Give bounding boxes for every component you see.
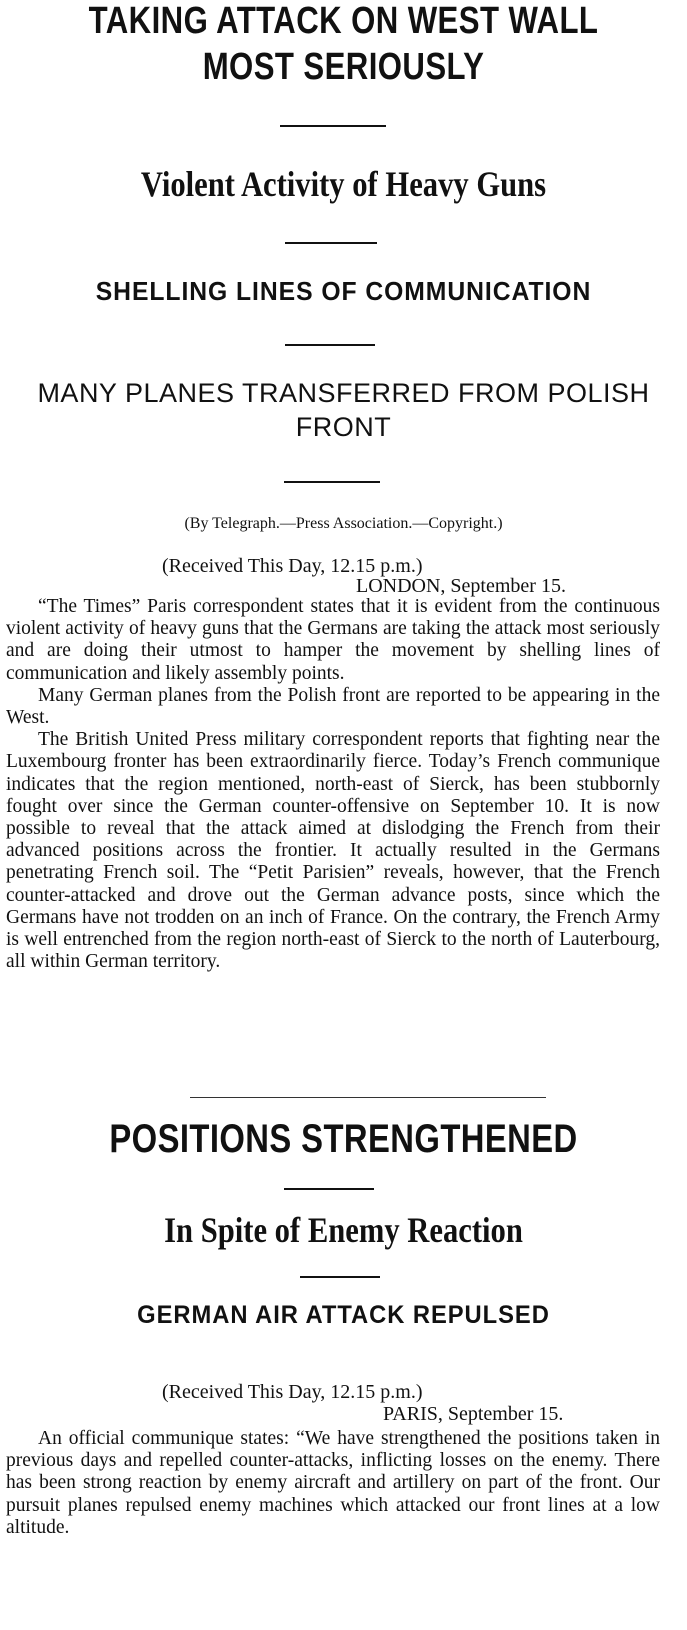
subheadline-2: In Spite of Enemy Reaction — [164, 1210, 523, 1250]
paragraph: The British United Press military correspondent reports that fighting near the Luxembourg fronter has been extraordinarily fierce. Today’s French communique indicates that the region mentioned, north-east of Sierck, has been stubbornly fought over since the German counter-offensive on September 10. It is now possible to reveal that the attack aimed at dislodging the French from their advanced positions across the frontier. It actually resulted in the Germans penetrating French soil. The “Petit Parisien” reveals, however, that the French counter-attacked and drove out the German advance posts, since which the Germans have not trodden on an inch of France. On the contrary, the French Army is well entrenched from the region north-east of Sierck to the north of Lauterbourg, all within German territory. — [6, 729, 660, 973]
dateline: LONDON, September 15. — [356, 575, 566, 597]
deck-heading-2-line-1: MANY PLANES TRANSFERRED FROM POLISH — [37, 378, 650, 408]
deck-heading-3: GERMAN AIR ATTACK REPULSED — [137, 1301, 550, 1329]
divider-rule — [280, 125, 386, 127]
received-time: (Received This Day, 12.15 p.m.) — [162, 555, 423, 577]
divider-rule — [300, 1276, 380, 1278]
divider-rule — [285, 242, 377, 244]
received-time-2: (Received This Day, 12.15 p.m.) — [162, 1381, 423, 1403]
paragraph: “The Times” Paris correspondent states that it is evident from the continuous violent activity of heavy guns that the Germans are taking the attack most seriously and are doing their utmost to hamper the movement by shelling lines of communication and likely assembly points. — [6, 596, 660, 684]
headline-line-1: TAKING ATTACK ON WEST WALL — [88, 0, 599, 42]
headline-line-2: MOST SERIOUSLY — [202, 46, 485, 88]
paragraph: An official communique states: “We have strengthened the positions taken in previous days and repelled counter-attacks, inflicting losses on the enemy. There has been strong reaction by enemy aircraft and artillery on part of the front. Our pursuit planes repulsed enemy machines which attacked our front lines at a low altitude. — [6, 1428, 660, 1538]
dateline-2: PARIS, September 15. — [383, 1403, 564, 1425]
deck-heading: SHELLING LINES OF COMMUNICATION — [95, 276, 592, 306]
divider-rule — [284, 1188, 374, 1190]
subheadline: Violent Activity of Heavy Guns — [140, 164, 547, 204]
article-body — [6, 596, 660, 973]
deck-heading-2-line-2: FRONT — [295, 412, 392, 442]
article-body-2 — [6, 1428, 660, 1539]
paragraph: Many German planes from the Polish front are reported to be appearing in the West. — [6, 684, 660, 729]
wire-credit: (By Telegraph.—Press Association.—Copyright.) — [184, 515, 503, 532]
divider-rule — [284, 481, 380, 483]
section-separator — [190, 1097, 546, 1098]
divider-rule — [285, 344, 375, 346]
headline-2: POSITIONS STRENGTHENED — [109, 1117, 578, 1161]
